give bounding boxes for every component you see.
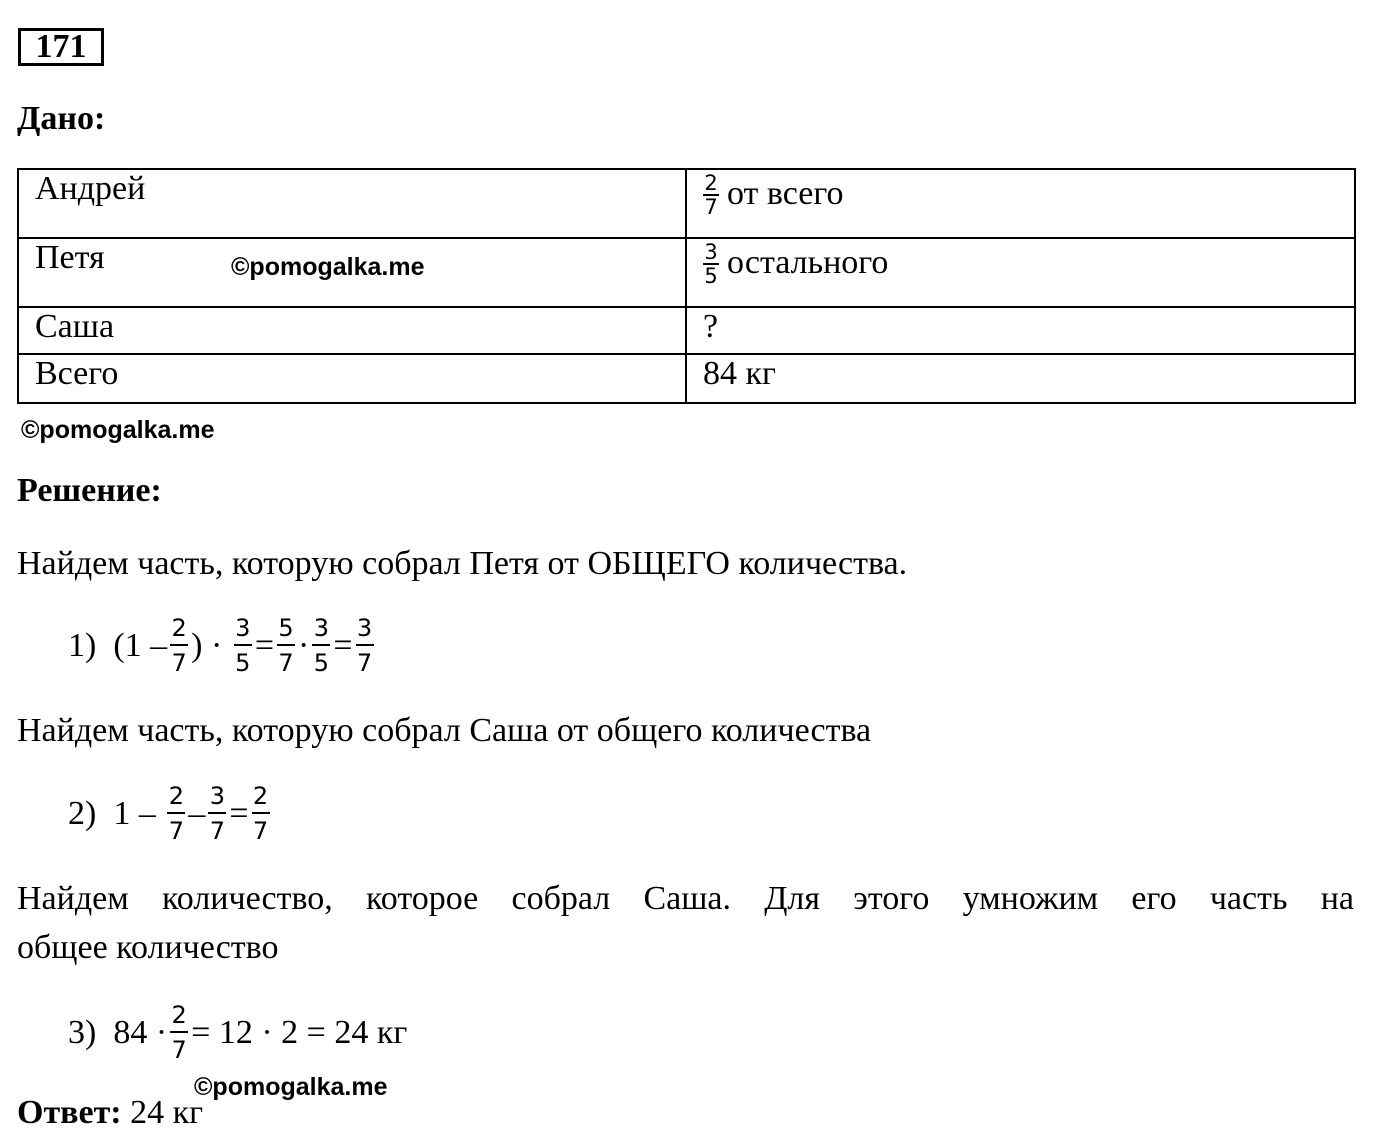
fraction [703,241,719,287]
fraction [234,614,252,677]
step3-text-line2: общее количество [17,929,279,966]
table-row [18,169,1355,238]
row-sasha-name: Саша [35,308,115,345]
fraction [252,782,270,845]
fraction-denominator: 7 [278,649,294,677]
row-andrey-name: Андрей [35,170,146,207]
table-cell-value [686,238,1355,307]
answer-value: 24 кг [130,1094,204,1131]
fraction-numerator: 3 [209,782,225,810]
fraction-denominator: 7 [252,817,269,845]
step3-formula [68,1001,407,1064]
fraction-bar [208,812,226,814]
math-text: – [188,794,206,832]
fraction-bar [356,644,374,646]
math-text: = [333,626,353,664]
fraction-bar [277,644,295,646]
fraction-numerator: 2 [171,1001,187,1029]
problem-number: 171 [18,28,104,66]
answer [17,1094,203,1132]
table-row [18,238,1355,307]
table-row [18,307,1355,354]
fraction-denominator: 5 [704,264,718,288]
fraction-numerator: 5 [278,614,294,642]
row-petya-name: Петя [35,239,105,276]
table-cell-value [686,354,1355,403]
watermark: ©pomogalka.me [21,416,215,444]
fraction-denominator: 7 [171,1036,187,1064]
table-row [18,354,1355,403]
step-label: 2) [68,794,97,832]
fraction [167,782,185,845]
table-cell-value [686,307,1355,354]
step3-text-line1: Найдем количество, которое собрал Саша. Для этого умножим его часть на [17,880,1354,917]
fraction-denominator: 5 [313,649,329,677]
fraction [170,1001,188,1064]
table-cell-name [18,238,686,307]
row-total-value: 84 кг [703,355,776,392]
row-total-name: Всего [35,355,119,392]
fraction-denominator: 7 [171,649,187,677]
table-cell-value [686,169,1355,238]
fraction-denominator: 7 [356,649,373,677]
step-label: 3) [68,1013,97,1051]
step2-formula [68,782,273,845]
given-heading: Дано: [17,100,106,137]
fraction-denominator: 7 [704,195,718,219]
row-petya-value: остального [727,244,889,281]
fraction-numerator: 3 [235,614,251,642]
fraction [170,614,188,677]
math-text: ) · [191,626,223,664]
math-text: 1 – [113,794,156,832]
fraction-numerator: 2 [252,782,269,810]
watermark: ©pomogalka.me [194,1073,388,1101]
fraction [356,614,374,677]
answer-label: Ответ: [17,1094,122,1131]
fraction-bar [170,1031,188,1033]
fraction-numerator: 3 [356,614,373,642]
table-cell-name [18,169,686,238]
fraction-denominator: 7 [209,817,225,845]
fraction-numerator: 3 [313,614,329,642]
math-text: = [254,626,274,664]
fraction-numerator: 3 [704,240,718,264]
step1-formula [68,614,377,677]
fraction [312,614,330,677]
math-text: · [298,626,310,664]
solution-heading: Решение: [17,472,162,509]
fraction-numerator: 2 [704,171,718,195]
math-text: 84 · [113,1013,168,1051]
step1-text: Найдем часть, которую собрал Петя от ОБЩЕГО количества. [17,545,908,582]
table-cell-name [18,307,686,354]
fraction-denominator: 7 [168,817,184,845]
watermark: ©pomogalka.me [231,253,425,281]
math-text: = 12 · 2 = 24 кг [191,1013,408,1051]
fraction-bar [252,812,270,814]
fraction-bar [312,644,330,646]
row-andrey-value: от всего [727,175,844,212]
fraction-bar [234,644,252,646]
math-text: (1 – [113,626,168,664]
table-cell-name [18,354,686,403]
step-label: 1) [68,626,97,664]
fraction [277,614,295,677]
given-table [17,168,1356,404]
fraction [208,782,226,845]
row-sasha-value: ? [703,308,719,345]
math-text: = [229,794,249,832]
fraction [703,172,719,218]
fraction-denominator: 5 [235,649,251,677]
step2-text: Найдем часть, которую собрал Саша от общего количества [17,712,872,749]
fraction-numerator: 2 [168,782,184,810]
fraction-numerator: 2 [171,614,187,642]
fraction-bar [167,812,185,814]
fraction-bar [170,644,188,646]
